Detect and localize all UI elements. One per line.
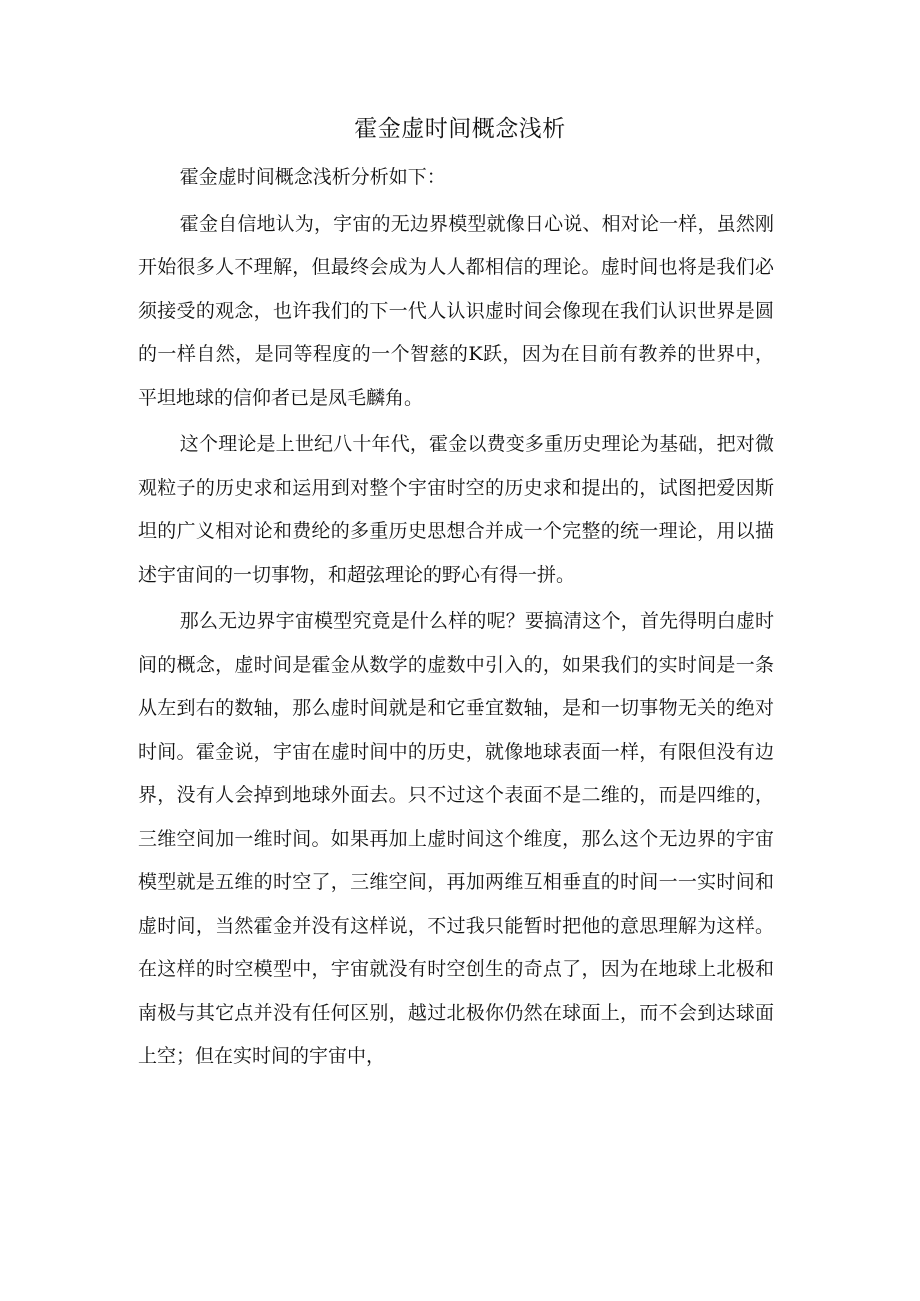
paragraph: 霍金自信地认为，宇宙的无边界模型就像日心说、相对论一样，虽然刚开始很多人不理解，但最终会成为人人都相信的理论。虚时间也将是我们必须接受的观念，也许我们的下一代人认识虚时间会像现在我们认识世界是圆的一样自然，是同等程度的一个智慈的K跃，因为在目前有教养的世界中，平坦地球的信仰者已是凤毛麟角。 (138, 212, 774, 409)
paragraph: 这个理论是上世纪八十年代，霍金以费变多重历史理论为基础，把对微观粒子的历史求和运用到对整个宇宙时空的历史求和提出的，试图把爱因斯坦的广义相对论和费纶的多重历史思想合并成一个完整的统一理论，用以描述宇宙间的一切事物，和超弦理论的野心有得一拼。 (138, 433, 774, 586)
document-body (138, 156, 774, 1082)
paragraph-intro: 霍金虚时间概念浅析分析如下： (179, 166, 446, 188)
page-title: 霍金虚时间概念浅析 (354, 116, 566, 142)
paragraph: 那么无边界宇宙模型究竟是什么样的呢？要搞清这个，首先得明白虚时间的概念，虚时间是霍金从数学的虚数中引入的，如果我们的实时间是一条从左到右的数轴，那么虚时间就是和它垂宜数轴，是和一切事物无关的绝对时间。霍金说，宇宙在虚时间中的历史，就像地球表面一样，有限但没有边界，没有人会掉到地球外面去。只不过这个表面不是二维的，而是四维的，三维空间加一维时间。如果再加上虚时间这个维度，那么这个无边界的宇宙模型就是五维的时空了，三维空间，再加两维互相垂直的时间一一实时间和虚时间，当然霍金并没有这样说，不过我只能暂时把他的意思理解为这样。在这样的时空模型中，宇宙就没有时空创生的奇点了，因为在地球上北极和南极与其它点并没有任何区别，越过北极你仍然在球面上，而不会到达球面上空；但在实时间的宇宙中， (138, 610, 774, 1067)
